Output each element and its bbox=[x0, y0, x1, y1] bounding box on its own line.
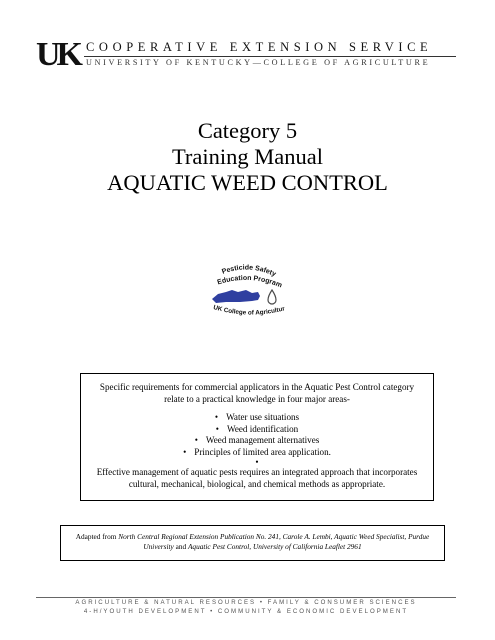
bullet-icon bbox=[89, 458, 425, 466]
category-heading: Category 5 bbox=[197, 118, 298, 143]
university-subtitle: UNIVERSITY OF KENTUCKY—COLLEGE OF AGRICULTURE bbox=[86, 58, 431, 67]
footer-line-2: 4-H/YOUTH DEVELOPMENT • COMMUNITY & ECONOMIC DEVELOPMENT bbox=[83, 607, 409, 615]
logo-text-uk-college: UK College of Agricultur bbox=[212, 304, 286, 317]
program-areas-footer bbox=[36, 599, 456, 616]
footer-divider bbox=[36, 597, 456, 598]
source-publication-2: Aquatic Pest Control, University of California Leaflet 2961 bbox=[187, 541, 362, 551]
logo-text-education-program: Education Program bbox=[216, 274, 283, 290]
list-item: • Weed management alternatives bbox=[89, 435, 425, 447]
manual-title bbox=[0, 118, 495, 196]
aquatic-weed-control-heading: AQUATIC WEED CONTROL bbox=[107, 170, 388, 195]
list-item: • Water use situations bbox=[89, 412, 425, 424]
requirements-intro: Specific requirements for commercial applicators in the Aquatic Pest Control category relate to a practical knowledge in four major areas- bbox=[99, 382, 415, 404]
kentucky-state-shape bbox=[212, 290, 260, 303]
water-drop-icon bbox=[268, 290, 276, 304]
requirements-outro: Effective management of aquatic pests requires an integrated approach that incorporates cultural, mechanical, biological, and chemical methods as appropriate. bbox=[96, 467, 418, 489]
logo-text-pesticide-safety: Pesticide Safety bbox=[221, 264, 277, 279]
adapted-prefix: Adapted from bbox=[75, 532, 119, 541]
requirements-list bbox=[89, 412, 425, 458]
list-item: • Principles of limited area application. bbox=[89, 447, 425, 459]
training-manual-heading: Training Manual bbox=[171, 144, 324, 169]
requirements-box bbox=[80, 373, 434, 501]
extension-header bbox=[36, 38, 456, 78]
adapted-from-box bbox=[60, 525, 445, 561]
adapted-conjunction: and bbox=[173, 541, 188, 551]
source-publication-1: North Central Regional Extension Publication No. 241, Carole A. Lembi, Aquatic Weed Specialist, Purdue University bbox=[118, 532, 430, 551]
uk-logo: UK bbox=[36, 36, 79, 73]
pesticide-safety-education-logo bbox=[200, 254, 296, 324]
cooperative-extension-service-title: COOPERATIVE EXTENSION SERVICE bbox=[86, 40, 433, 54]
footer-line-1: AGRICULTURE & NATURAL RESOURCES • FAMILY & CONSUMER SCIENCES bbox=[75, 599, 417, 606]
list-item: • Weed identification bbox=[89, 424, 425, 436]
header-divider bbox=[84, 56, 456, 57]
